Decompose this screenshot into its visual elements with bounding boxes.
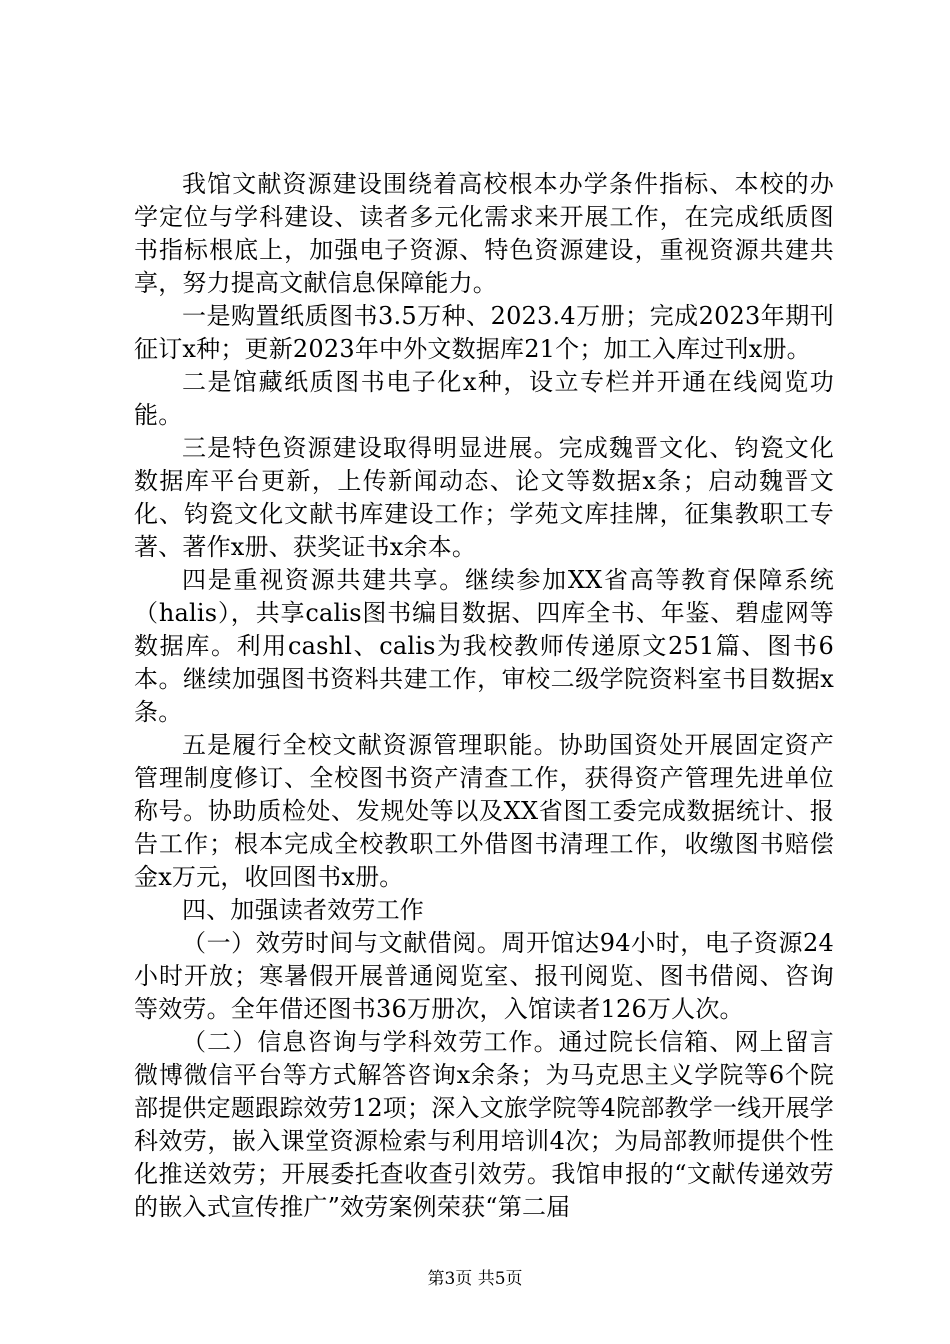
page-number-footer: 第3页 共5页	[427, 1269, 523, 1289]
paragraph-item-3: 三是特色资源建设取得明显进展。完成魏晋文化、钧瓷文化数据库平台更新，上传新闻动态、论文等数据x条；启动魏晋文化、钧瓷文化文献书库建设工作；学苑文库挂牌，征集教职工专著、著作x册、获奖证书x余本。	[134, 434, 834, 561]
paragraph-subsection-1: （一）效劳时间与文献借阅。周开馆达94小时，电子资源24小时开放；寒暑假开展普通阅览室、报刊阅览、图书借阅、咨询等效劳。全年借还图书36万册次，入馆读者126万人次。	[134, 929, 834, 1023]
paragraph-subsection-2: （二）信息咨询与学科效劳工作。通过院长信箱、网上留言微博微信平台等方式解答咨询x余条；为马克思主义学院等6个院部提供定题跟踪效劳12项；深入文旅学院等4院部教学一线开展学科效劳，嵌入课堂资源检索与利用培训4次；为局部教师提供个性化推送效劳；开展委托查收查引效劳。我馆申报的“文献传递效劳的嵌入式宣传推广”效劳案例荣获“第二届	[134, 1028, 834, 1221]
paragraph-item-4: 四是重视资源共建共享。继续参加XX省高等教育保障系统（halis），共享calis图书编目数据、四库全书、年鉴、碧虚网等数据库。利用cashl、calis为我校教师传递原文251篇、图书6本。继续加强图书资料共建工作，审校二级学院资料室书目数据x条。	[134, 566, 834, 726]
paragraph-item-1: 一是购置纸质图书3.5万种、2023.4万册；完成2023年期刊征订x种；更新2023年中外文数据库21个；加工入库过刊x册。	[134, 302, 834, 363]
paragraph-intro: 我馆文献资源建设围绕着高校根本办学条件指标、本校的办学定位与学科建设、读者多元化需求来开展工作，在完成纸质图书指标根底上，加强电子资源、特色资源建设，重视资源共建共享，努力提高文献信息保障能力。	[134, 170, 834, 297]
paragraph-item-5: 五是履行全校文献资源管理职能。协助国资处开展固定资产管理制度修订、全校图书资产清查工作，获得资产管理先进单位称号。协助质检处、发规处等以及XX省图工委完成数据统计、报告工作；根本完成全校教职工外借图书清理工作，收缴图书赔偿金x万元，收回图书x册。	[134, 731, 834, 891]
document-body	[134, 168, 834, 1224]
section-heading: 四、加强读者效劳工作	[182, 896, 424, 924]
paragraph-item-2: 二是馆藏纸质图书电子化x种，设立专栏并开通在线阅览功能。	[134, 368, 834, 429]
